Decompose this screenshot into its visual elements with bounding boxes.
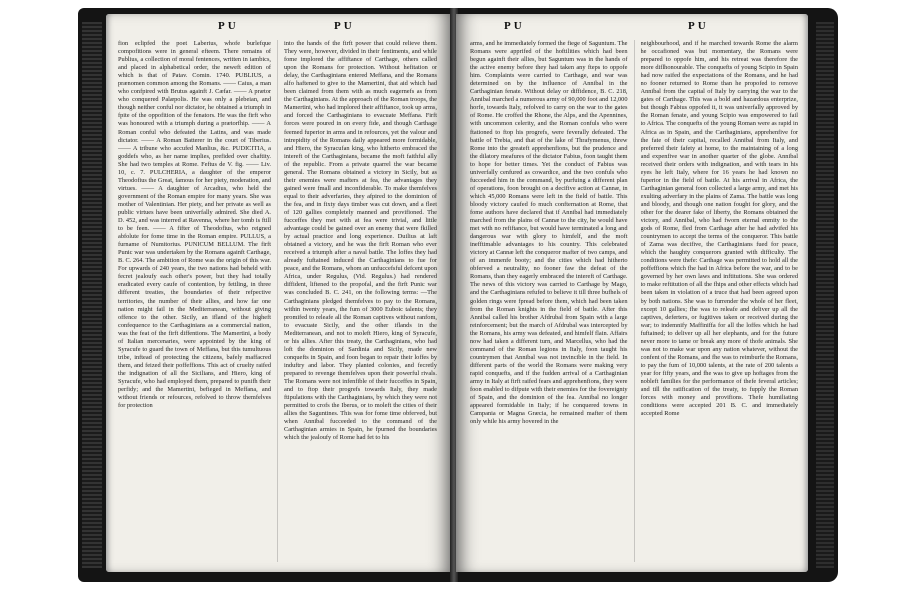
running-head-right: PU [334,20,355,32]
running-head-right: PU [688,20,709,32]
right-page-column-2 [641,40,799,562]
left-page-column-1-text: fion eclipfed the poet Laberius, whofe burlefque compofitions were in general efteem. There remains of Publius, a collection of moral fentences, written in iambics, and placed in alphabetical order, the neweft edition of which is that of Patav. Comin. 1740. PUBLIUS, a prænomen common among the Romans. —— Caius, a man who confpired with Brutus againft J. Cæfar. —— A prætor who conquered Palæpolis. He was only a plebeian, and though neither conful nor dictator, he obtained a triumph in fpite of the oppofition of the fenators. He was the firft who was honoured with a triumph during a prætorfhip. —— A Roman conful who defeated the Latins, and was made dictator. —— A Roman Batterer in the court of Tiberius. —— A tribune who accufed Manlius, &c. PUDICITIA, a goddefs who, as her name implies, prefided over chaftity. She had two temples at Rome. Feftus de V. fig. —— Liv. 10, c. 7. PULCHERIA, a daughter of the emperor Theodofius the Great, famous for her piety, moderation, and virtues. —— A daughter of Arcadius, who held the government of the Roman empire for many years. She was mother of Valentinian. Her piety, and her private as well as public virtues have been univerfally admired. She died A. D. 452, and was interred at Ravenna, where her tomb is ftill to be feen. —— A fifter of Theodofius, who reigned abfolute for fome time in the Roman empire. PULLUS, a furname of Numitorius. PUNICUM BELLUM. The firft Punic war was undertaken by the Romans againft Carthage, B. C. 264. The ambition of Rome was the origin of this war. For upwards of 240 years, the two nations had beheld with fecret jealoufy each other's power, but they had totally eradicated every caufe of contention, by fettling, in three different treaties, the boundaries of their refpective territories, the number of their allies, and how far one nation might fail in the Mediterranean, without giving offence to the other. Sicily, an ifland of the higheft confequence to the Carthaginians as a commercial nation, was the feat of the firft diffentions. The Mamertini, a body of Italian mercenaries, were appointed by the king of Syracufe to guard the town of Meffana, but this tumultuous tribe, inftead of protecting the citizens, bafely maffacred them, and feized their poffeffions. This act of cruelty raifed the indignation of all the Sicilians, and Hiero, king of Syracufe, who had employed them, prepared to punifh their perfidy; and the Mamertini, befieged in Meffana, and without friends or refources, refolved to throw themfelves for protection [118,40,271,410]
right-page-column-2-text: neighbourhood, and if he marched towards Rome the alarm he occafioned was but momentary, the Romans were prepared to oppofe him, and his retreat was therefore the more diflhonourable. The conquefts of young Scipio in Spain had now raifed the expectations of the Romans, and he had no fooner returned to Rome than he propofed to remove Annibal from the capital of Italy by carrying the war to the gates of Carthage. This was a bold and hazardous enterprize, but though Fabius oppofed it, it was univerfally approved by the Roman fenate, and young Scipio was empowered to fail to Africa. The conquefts of the young Roman were as rapid in Africa as in Spain, and the Carthaginians, apprehenfive for the fate of their capital, recalled Annibal from Italy, and preferred their fafety at home, to the maintaining of a long and expenfive war in another quarter of the globe. Annibal received their orders with indignation, and with tears in his eyes he left Italy, where for 16 years he had known no fuperior in the field of battle. At his arrival in Africa, the Carthaginian general foon collected a large army, and met his exulting adverfary in the plains of Zama. The battle was long and bloody, and though one nation fought for glory, and the other for the dearer fake of liberty, the Romans obtained the victory, and Annibal, who had fworn eternal enmity to the gods of Rome, fled from Carthage after he had advifed his countrymen to accept the terms of the conqueror. This battle of Zama was decifive, the Carthaginians fued for peace, which the haughty conquerors granted with difficulty. The conditions were thefe: Carthage was permitted to hold all the poffeffions which fhe had in Africa before the war, and to be governed by her own laws and inftitutions. She was ordered to make reftitution of all the fhips and other effects which had been taken in violation of a truce that had been agreed upon by both nations. She was to furrender the whole of her fleet, except 10 gallies; fhe was to releafe and deliver up all the captives, deferters, or fugitives taken or received during the war; to indemnify Maffiniffa for all the loffes which he had fuftained; to deliver up all her elephants, and for the future never more to tame or break any more of thofe animals. She was not to make war upon any nation whatever, without the confent of the Romans, and fhe was to reimburfe the Romans, to pay the fum of 10,000 talents, at the rate of 200 talents a year for fifty years, and fhe was to give up hoftages from the nobleft families for the performance of thefe feveral articles; and till the ratification of the treaty, to fupply the Roman forces with money and provifions. Thefe humiliating conditions were accepted 201 B. C. and immediately accepted Rome [640,40,798,418]
book-edge-left [82,22,102,568]
running-head-left: PU [218,20,239,32]
left-page-column-2-text: into the hands of the firft power that could relieve them. They were, however, divided in their fentiments, and while fome implored the affiftance of Carthage, others called upon the Romans for protection. Without hefitation or delay, the Carthaginians entered Meffana, and the Romans alfo haftened to give to the Mamertini, that aid which had been claimed from them with as much eagernefs as from the Carthaginians. At the approach of the Roman troops, the Mamertini, who had implored their affiftance, took up arms, and forced the Carthaginians to evacuate Meffana. Firft forces were poured in on every fide, and though Carthage feemed fuperior in arms and in refources, yet the valour and intrepidity of the Romans daily appeared more formidable, and Hiero, the Syracufan king, who hitherto embraced the intereft of the Carthaginians, became the moft faithful ally of the republic. From a private quarrel the war became general. The Romans obtained a victory in Sicily, but as their enemies were mafters at fea, the advantages they gained were fmall and inconfiderable. To make themfelves equal to their adverfaries, they afpired to the dominion of the fea, and in fixty days timber was cut down, and a fleet of 120 gallies completely manned and provifioned. The fucceffes they met with at fea were trivial, and little advantage could be gained over an enemy that were fkilled by actual practice and long experience. Duilius at laft obtained a victory, and he was the firft Roman who ever received a triumph after a naval battle. The loffes they had already fuftained induced the Carthaginians to fue for peace, and the Romans, whom an unfuccefsful defcent upon Africa, under Regulus, (Vid. Regulus.) had rendered diffident, liftened to the propofal, and the firft Punic war was concluded B. C. 241, on the following terms: —The Carthaginians pledged themfelves to pay to the Romans, within twenty years, the fum of 3000 Euboic talents; they promifed to releafe all the Roman captives without ranfom, to evacuate Sicily, and the other iflands in the Mediterranean, and not to moleft Hiero, king of Syracufe, or his allies. After this treaty, the Carthaginians, who had loft the dominion of Sardinia and Sicily, made new conquefts in Spain, and foon began to repair their loffes by induftry and labor. They planted colonies, and fecretly prepared to revenge themfelves upon their powerful rivals. The Romans were not infenfible of their fucceffes in Spain, and to ftop their progrefs towards Italy, they made ftipulations with the Carthaginians, by which they were not permitted to crofs the Iberus, or to moleft the cities of their allies the Saguntines. This was for fome time obferved, but when Annibal fucceeded to the command of the Carthaginian armies in Spain, he fpurned the boundaries which the jealoufy of Rome had fet to his [284,40,437,442]
column-rule [634,40,635,562]
running-head-left: PU [504,20,525,32]
column-rule [277,40,278,562]
left-page-column-1 [118,40,271,562]
right-page-column-1-text: arms, and he immediately formed the fiege of Saguntum. The Romans were apprifed of the hoftilities which had been begun againft their allies, but Saguntum was in the hands of the active enemy before they had taken any fteps to oppofe him. Complaints were carried to Carthage, and war was determined on by the influence of Annibal in the Carthaginian fenate. Without delay or diffidence, B. C. 218, Annibal marched a numerous army of 90,000 foot and 12,000 horfe, towards Italy, refolved to carry on the war to the gates of Rome. He croffed the Rhone, the Alps, and the Apennines, with uncommon celerity, and the Roman confuls who were ftationed to ftop his progrefs, were feverally defeated. The battle of Trebia, and that of the lake of Thrafymenus, threw Rome into the greateft apprehenfions, but the prudence and the dilatory meafures of the dictator Fabius, foon taught them to hope for better times. Yet the conduct of Fabius was univerfally cenfured as cowardice, and the two confuls who fucceeded him in the command, by purfuing a different plan of operations, foon brought on a decifive action at Cannæ, in which 45,000 Romans were left in the field of battle. This bloody victory caufed fo much confternation at Rome, that fome authors have declared that if Annibal had immediately marched from the plains of Cannæ to the city, he would have met with no refiftance, but would have terminated a long and dangerous war with glory to himfelf, and the moft inefftimable advantages to his country. This celebrated victory at Cannæ left the conqueror mafter of two camps, and of an immenfe booty; and the cities which had hitherto obferved a neutrality, no fooner faw the defeat of the Romans, than they eagerly embraced the intereft of Carthage. The news of this victory was carried to Carthage by Mago, and the Carthaginians refufed to believe it till three bufhels of golden rings were fpread before them, which had been taken from the Roman knights in the field of battle. After this Annibal called his brother Afdrubal from Spain with a large reinforcement; but the march of Afdrubal was intercepted by the Romans, his army was defeated, and himfelf flain. Affairs now had taken a different turn, and Marcellus, who had the command of the Roman legions in Italy, foon taught his countrymen that Annibal was not invincible in the field. In different parts of the world the Romans were making very rapid conquefts, and if the fudden arrival of a Carthaginian army in Italy at firft raifed fears and apprehenfions, they were foon enabled to difpute with their enemies for the fovereignty of Spain, and the dominion of the fea. Annibal no longer appeared formidable in Italy; if he conquered towns in Campania or Magna Græcia, he remained mafter of them only while his army hovered in the [470,40,628,426]
book-edge-right [816,22,834,568]
left-page-column-2 [284,40,437,562]
book [78,8,838,582]
left-page-columns [118,40,437,562]
left-page [106,14,451,572]
right-page [456,14,808,572]
right-page-column-1 [470,40,628,562]
right-page-columns [470,40,798,562]
